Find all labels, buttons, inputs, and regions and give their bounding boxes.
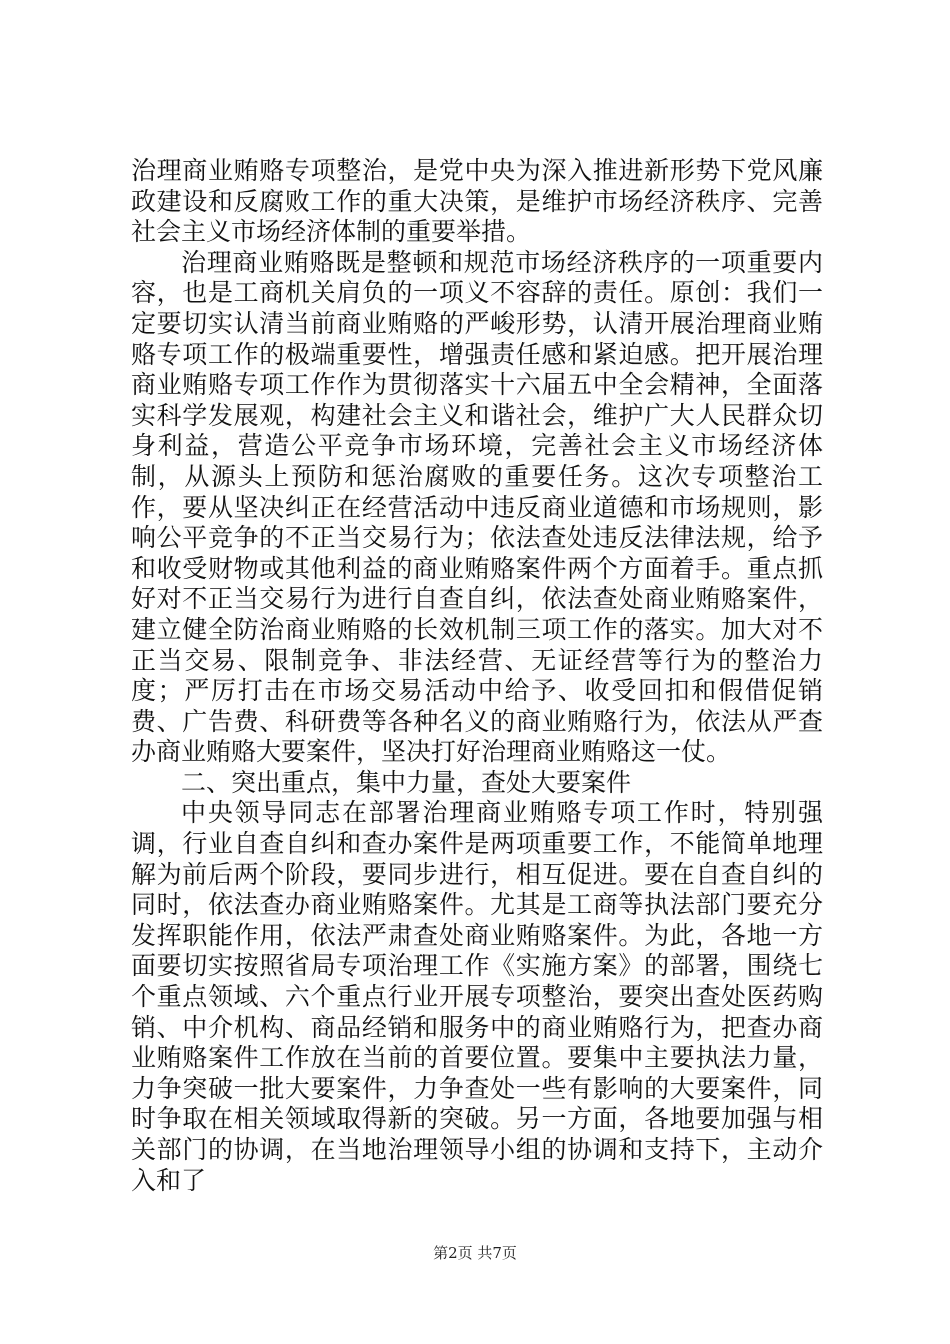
- paragraph-responsibility: 治理商业贿赂既是整顿和规范市场经济秩序的一项重要内容，也是工商机关肩负的一项义不容辞的责任。原创：我们一定要切实认清当前商业贿赂的严峻形势，认清开展治理商业贿赂专项工作的极端重要性，增强责任感和紧迫感。把开展治理商业贿赂专项工作作为贯彻落实十六届五中全会精神，全面落实科学发展观，构建社会主义和谐社会，维护广大人民群众切身利益，营造公平竞争市场环境，完善社会主义市场经济体制，从源头上预防和惩治腐败的重要任务。这次专项整治工作，要从坚决纠正在经营活动中违反商业道德和市场规则，影响公平竞争的不正当交易行为；依法查处违反法律法规，给予和收受财物或其他利益的商业贿赂案件两个方面着手。重点抓好对不正当交易行为进行自查自纠，依法查处商业贿赂案件，建立健全防治商业贿赂的长效机制三项工作的落实。加大对不正当交易、限制竞争、非法经营、无证经营等行为的整治力度；严厉打击在市场交易活动中给予、收受回扣和假借促销费、广告费、科研费等各种名义的商业贿赂行为，依法从严查办商业贿赂大要案件，坚决打好治理商业贿赂这一仗。: [131, 247, 823, 767]
- section-heading: 二、突出重点，集中力量，查处大要案件: [181, 767, 632, 797]
- paragraph-intro: 治理商业贿赂专项整治，是党中央为深入推进新形势下党风廉政建设和反腐败工作的重大决策，是维护市场经济秩序、完善社会主义市场经济体制的重要举措。: [131, 156, 823, 247]
- paragraph-case-handling: 中央领导同志在部署治理商业贿赂专项工作时，特别强调，行业自查自纠和查办案件是两项重要工作，不能简单地理解为前后两个阶段，要同步进行，相互促进。要在自查自纠的同时，依法查办商业贿赂案件。尤其是工商等执法部门要充分发挥职能作用，依法严肃查处商业贿赂案件。为此，各地一方面要切实按照省局专项治理工作《实施方案》的部署，围绕七个重点领域、六个重点行业开展专项整治，要突出查处医药购销、中介机构、商品经销和服务中的商业贿赂行为，把查办商业贿赂案件工作放在当前的首要位置。要集中主要执法力量，力争突破一批大要案件，力争查处一些有影响的大要案件，同时争取在相关领域取得新的突破。另一方面，各地要加强与相关部门的协调，在当地治理领导小组的协调和支持下，主动介入和了: [131, 798, 823, 1195]
- document-body: [131, 156, 823, 1196]
- page-number-footer: 第2页 共7页: [433, 1244, 517, 1262]
